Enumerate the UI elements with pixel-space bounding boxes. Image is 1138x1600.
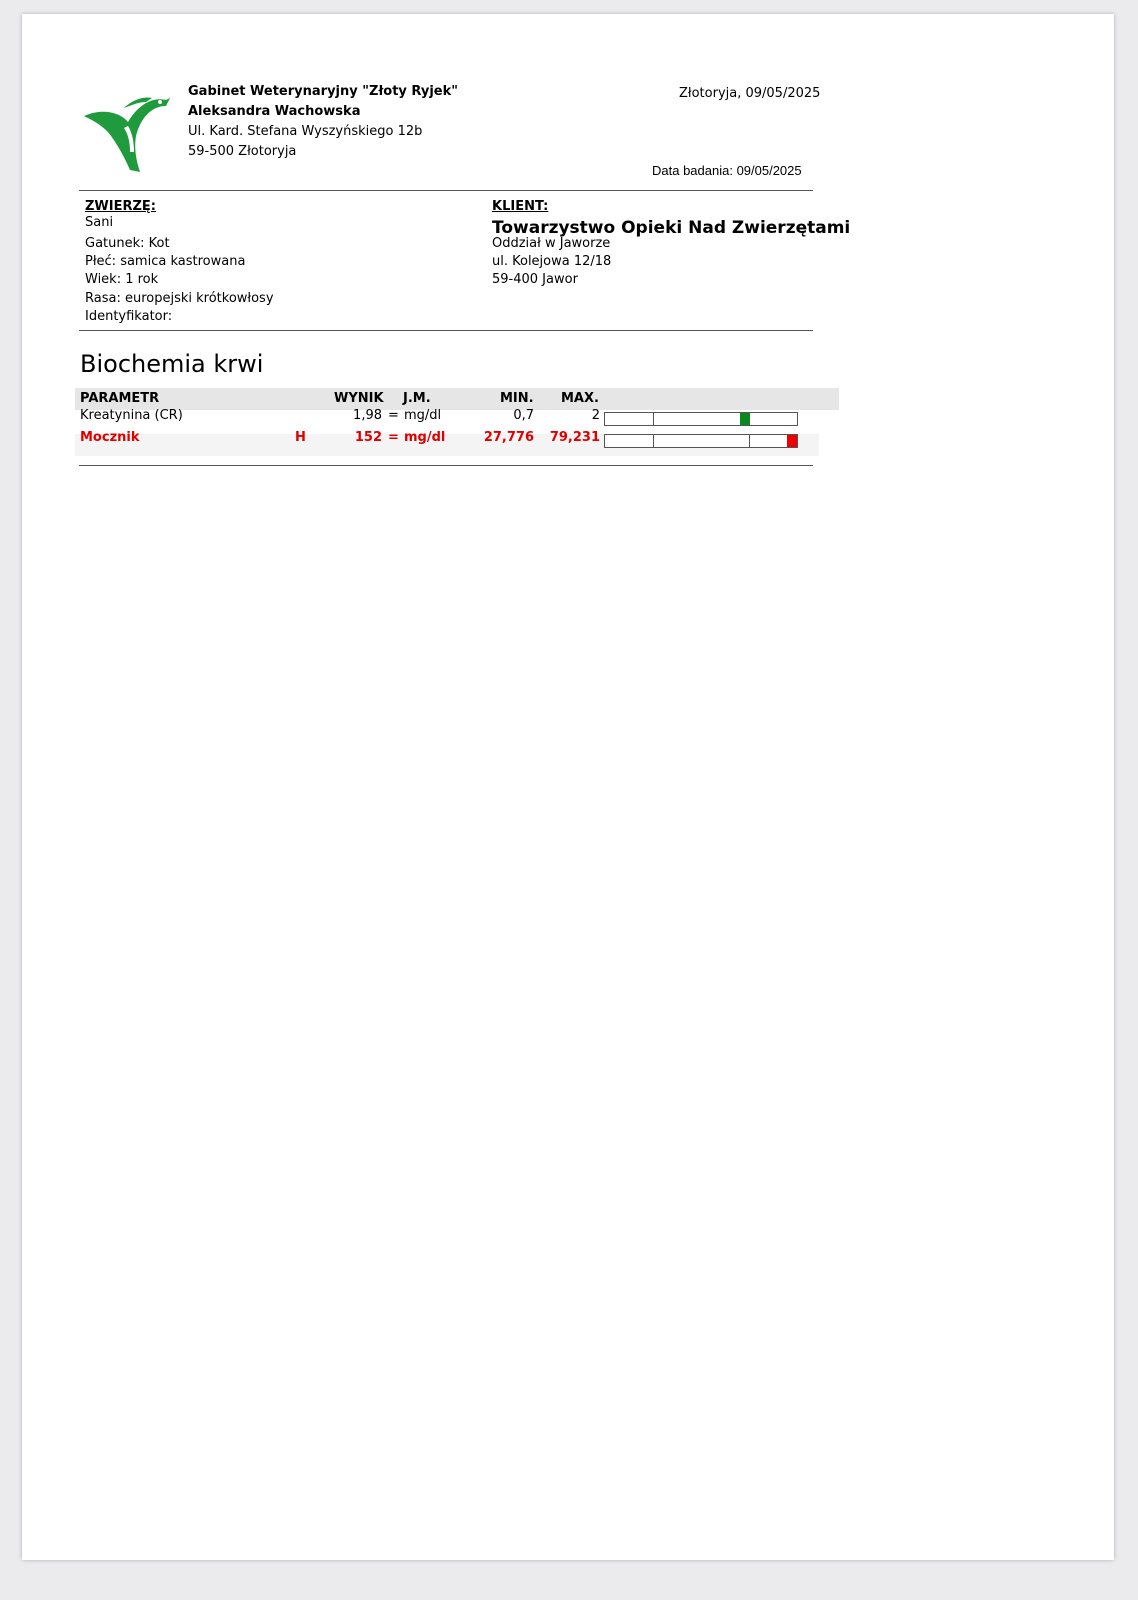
row2-flag: H (295, 430, 306, 445)
header-param: PARAMETR (80, 391, 160, 406)
header-min: MIN. (500, 391, 534, 406)
section-title: Biochemia krwi (80, 350, 264, 378)
animal-name: Sani (85, 215, 114, 230)
animal-identifier: Identyfikator: (85, 309, 173, 324)
range-tick-min (653, 435, 654, 447)
animal-heading: ZWIERZĘ: (85, 199, 156, 214)
range-tick-max (749, 435, 750, 447)
clinic-street: Ul. Kard. Stefana Wyszyńskiego 12b (188, 124, 423, 139)
row1-unit: mg/dl (404, 408, 442, 423)
row1-eq: = (388, 408, 399, 423)
clinic-city: 59-500 Złotoryja (188, 144, 297, 159)
clinic-name: Gabinet Weterynaryjny "Złoty Ryjek" (188, 84, 459, 99)
header-result: WYNIK (334, 391, 384, 406)
row1-result: 1,98 (353, 408, 382, 423)
row1-indicator (740, 413, 750, 425)
place-date: Złotoryja, 09/05/2025 (679, 86, 821, 101)
exam-date: Data badania: 09/05/2025 (652, 163, 802, 178)
divider-bottom (79, 465, 813, 466)
animal-species: Gatunek: Kot (85, 236, 170, 251)
client-name: Towarzystwo Opieki Nad Zwierzętami (492, 218, 851, 238)
clinic-owner: Aleksandra Wachowska (188, 104, 361, 119)
clinic-logo (80, 86, 176, 182)
header-max: MAX. (561, 391, 599, 406)
row2-param: Mocznik (80, 430, 140, 445)
animal-sex: Płeć: samica kastrowana (85, 254, 246, 269)
row2-unit: mg/dl (404, 430, 446, 445)
row2-min: 27,776 (483, 430, 534, 445)
row1-range-bar (604, 412, 798, 426)
row2-result: 152 (354, 430, 382, 445)
client-city: 59-400 Jawor (492, 272, 578, 287)
row2-max: 79,231 (549, 430, 600, 445)
row2-range-bar (604, 434, 798, 448)
divider-top (79, 190, 813, 191)
row1-param: Kreatynina (CR) (80, 408, 183, 423)
client-branch: Oddział w Jaworze (492, 236, 611, 251)
header-unit: J.M. (403, 391, 431, 406)
animal-breed: Rasa: europejski krótkowłosy (85, 291, 274, 306)
client-heading: KLIENT: (492, 199, 549, 214)
row1-min: 0,7 (513, 408, 534, 423)
row1-max: 2 (591, 408, 600, 423)
animal-age: Wiek: 1 rok (85, 272, 159, 287)
divider-middle (79, 330, 813, 331)
row2-indicator (787, 435, 797, 447)
logo-shape (84, 98, 170, 172)
table-header (75, 388, 839, 410)
report-page (22, 14, 1114, 1560)
row2-eq: = (388, 430, 399, 445)
client-street: ul. Kolejowa 12/18 (492, 254, 612, 269)
range-tick-min (653, 413, 654, 425)
